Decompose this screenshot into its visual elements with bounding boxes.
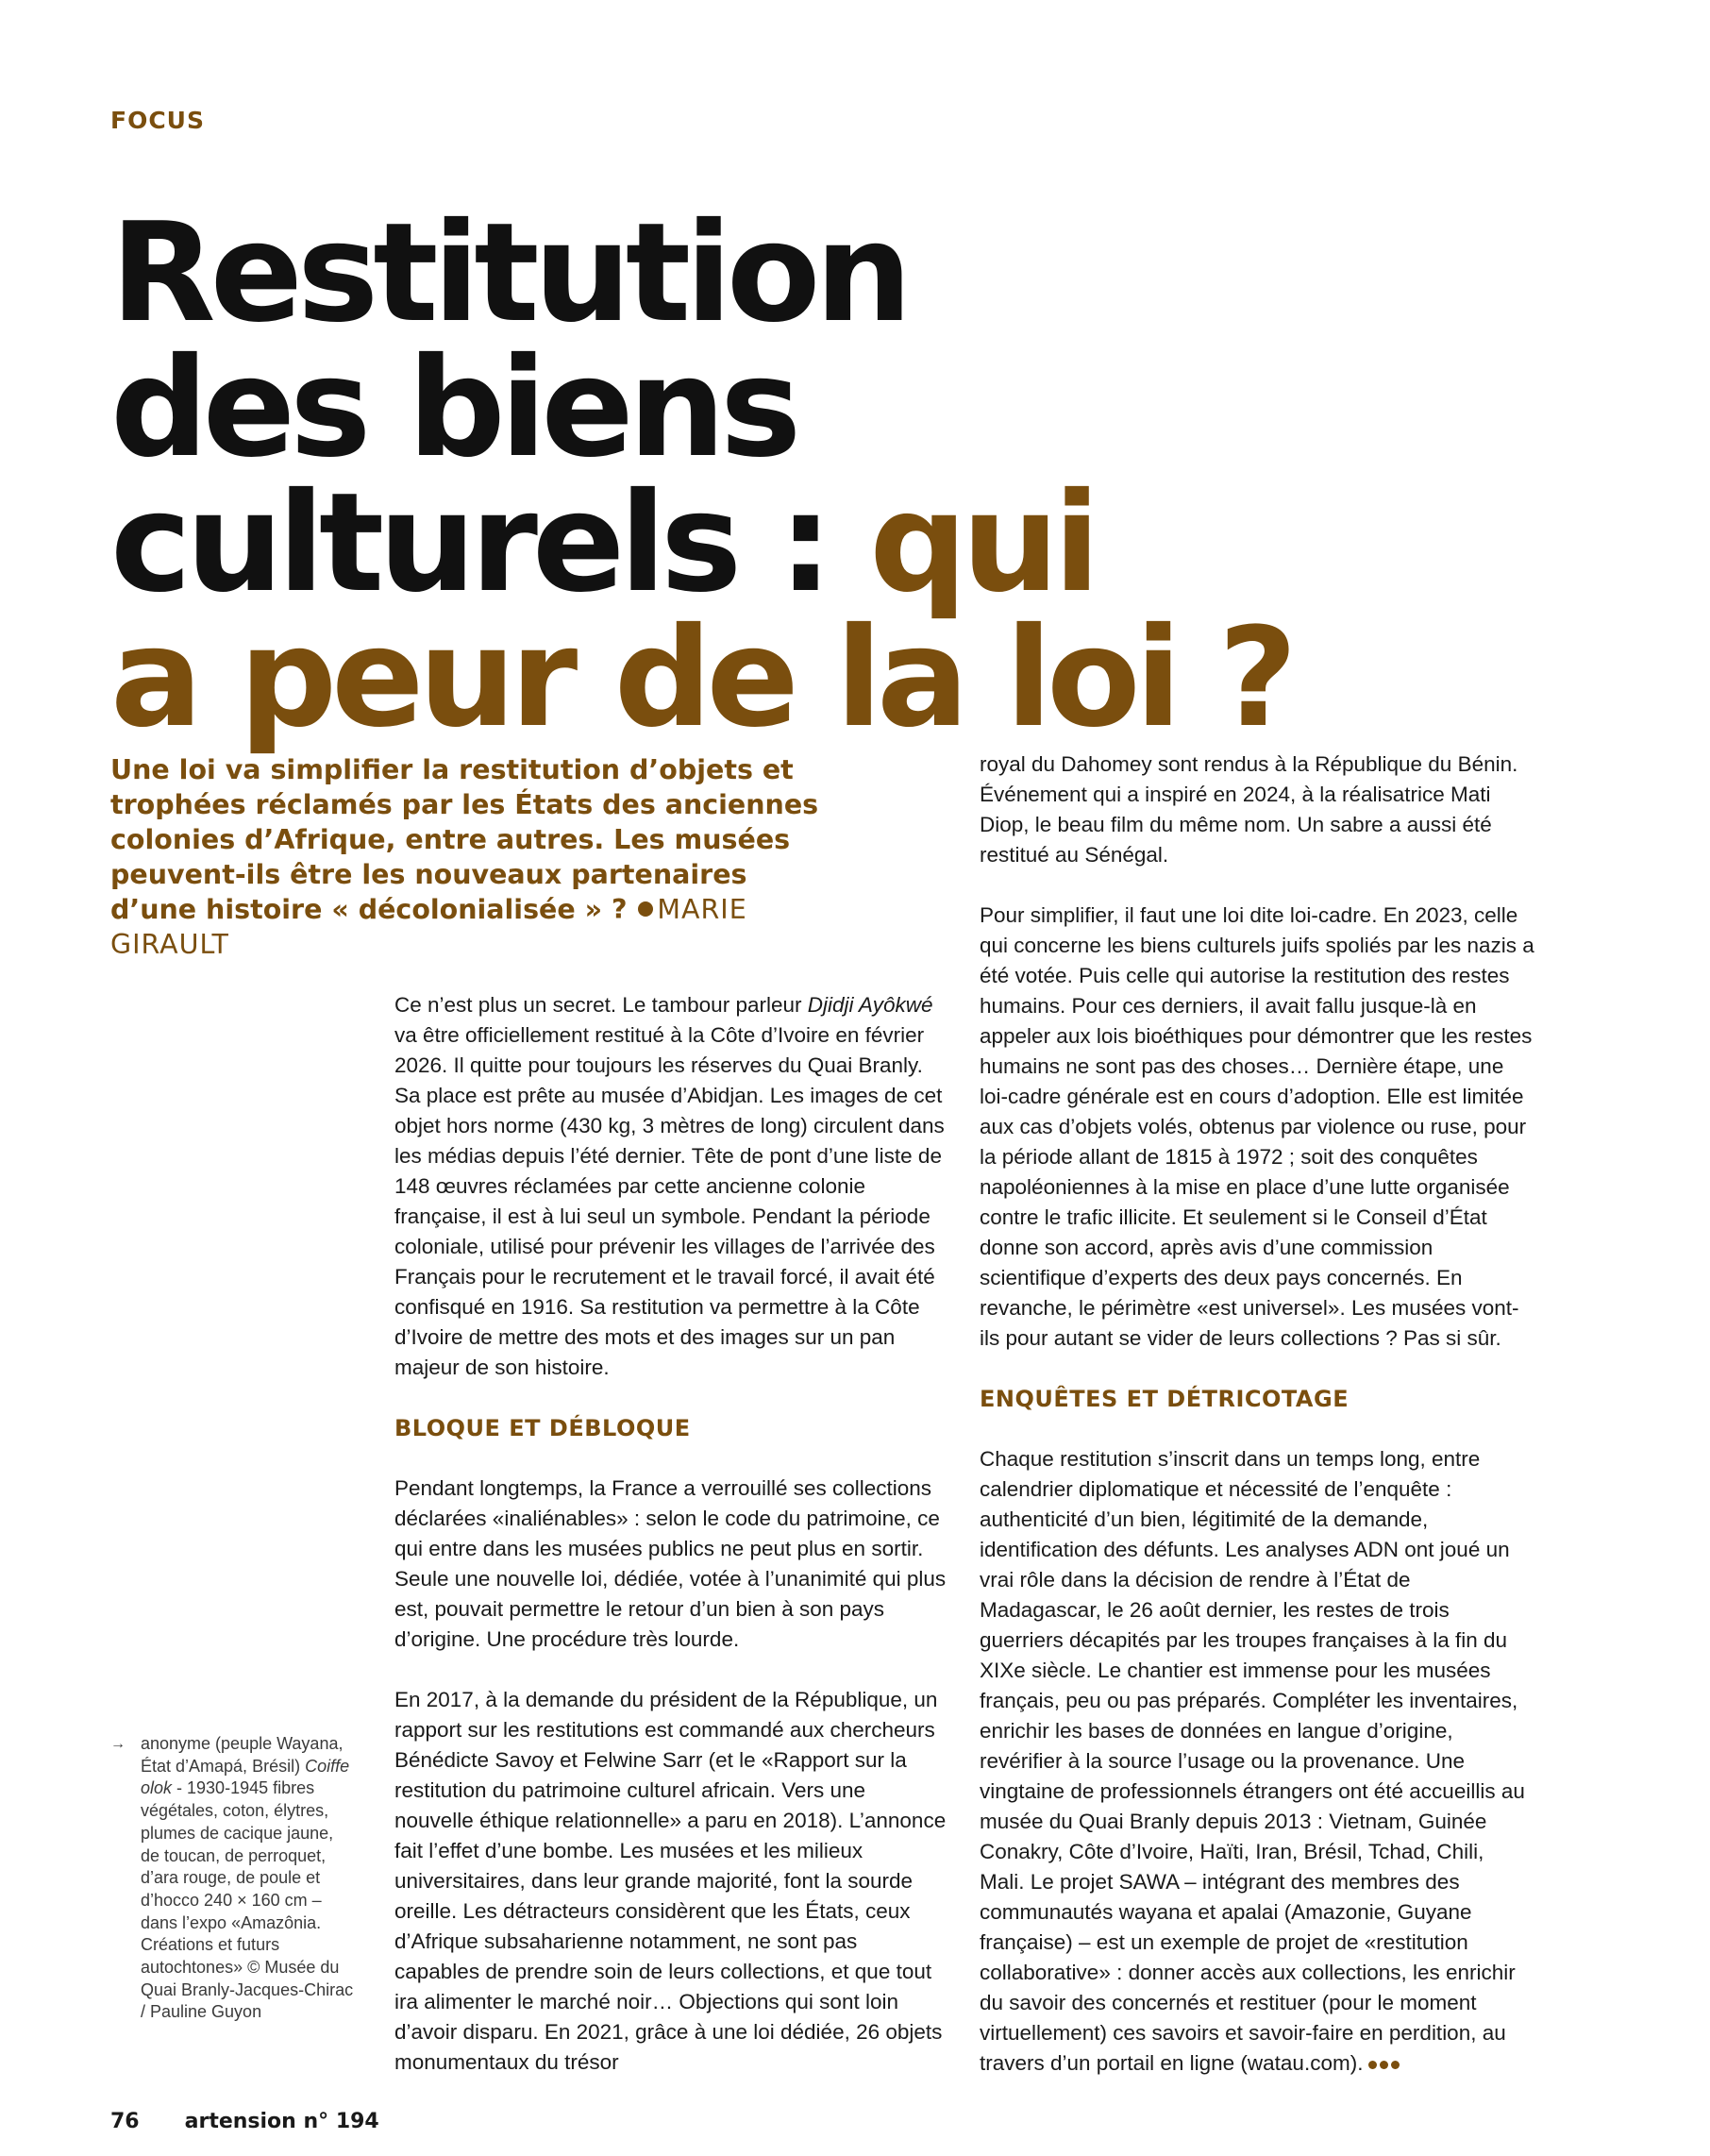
article-column-middle <box>394 990 947 2078</box>
body-paragraph: Pendant longtemps, la France a verrouillé ses collections déclarées «inaliénables» : selon le code du patrimoine, ce qui entre dans les musées publics ne peut plus en sortir. Seule une nouvelle loi, dédiée, votée à l’unanimité qui plus est, pouvait permettre le retour d’un bien à son pays d’origine. Une procédure très lourde. <box>394 1476 947 1651</box>
page-footer <box>110 2110 379 2133</box>
arrow-right-icon: → <box>110 1736 126 1752</box>
image-caption <box>110 1733 356 2024</box>
lead-text: Une loi va simplifier la restitution d’objets et trophées réclamés par les États des anciennes colonies d’Afrique, entre autres. Les musées peuvent-ils être les nouveaux partenaires d’une histoire « décolonialisée » ? <box>110 754 819 925</box>
caption-part: - 1930-1945 fibres végétales, coton, élytres, plumes de cacique jaune, de toucan, de perroquet, d’ara rouge, de poule et d’hocco 240 × 160 cm – dans l’expo «Amazônia. Créations et futurs autochtones» © Musée du Quai Branly-Jacques-Chirac / Pauline Guyon <box>141 1778 354 2022</box>
title-line-3-accent: qui <box>869 463 1095 623</box>
body-paragraph: Pour simplifier, il faut une loi dite loi-cadre. En 2023, celle qui concerne les biens culturels juifs spoliés par les nazis a été votée. Puis celle qui autorise la restitution des restes humains. Pour ces derniers, il avait fallu jusque-là en appeler aux lois bioéthiques pour démontrer que les restes humains ne sont pas des choses… Dernière étape, une loi-cadre générale est en cours d’adoption. Elle est limitée aux cas d’objets volés, obtenus par violence ou ruse, pour la période allant de 1815 à 1972 ; soit des conquêtes napoléoniennes à la mise en place d’une lutte organisée contre le trafic illicite. Et seulement si le Conseil d’État donne son accord, après avis d’une commission scientifique d’experts des deux pays concernés. En revanche, le périmètre «est universel». Les musées vont-ils pour autant se vider de leurs collections ? Pas si sûr. <box>980 903 1534 1350</box>
caption-text <box>141 1733 356 2024</box>
caption-artwork-title: Coiffe olok <box>141 1756 350 1798</box>
bullet-dot-icon <box>638 901 653 917</box>
body-text: Ce n’est plus un secret. Le tambour parleur <box>394 993 808 1017</box>
magazine-issue: artension n° 194 <box>184 2110 379 2133</box>
article-column-right <box>980 750 1534 2079</box>
section-heading: BLOQUE ET DÉBLOQUE <box>394 1415 691 1441</box>
end-of-article-icon <box>1368 2048 1402 2079</box>
caption-part: anonyme (peuple Wayana, État d’Amapá, Brésil) <box>141 1734 344 1776</box>
title-line-1: Restitution <box>110 194 907 353</box>
body-paragraph: En 2017, à la demande du président de la République, un rapport sur les restitutions est commandé aux chercheurs Bénédicte Savoy et Felwine Sarr (et le «Rapport sur la restitution du patrimoine culturel africain. Vers une nouvelle éthique relationnelle» a paru en 2018). L’annonce fait l’effet d’une bombe. Les musées et les milieux universitaires, dans leur grande majorité, font la sourde oreille. Les détracteurs considèrent que les États, ceux d’Afrique subsaharienne notamment, ne sont pas capables de prendre soin de leurs collections, et que tout ira alimenter le marché noir… Objections qui sont loin d’avoir disparu. En 2021, grâce à une loi dédiée, 26 objets monumentaux du trésor <box>394 1688 947 2074</box>
section-rubric: FOCUS <box>110 107 205 134</box>
title-line-4: a peur de la loi ? <box>110 598 1292 758</box>
body-paragraph <box>394 990 947 1383</box>
section-heading: ENQUÊTES ET DÉTRICOTAGE <box>980 1386 1350 1412</box>
title-line-2: des biens <box>110 328 796 488</box>
body-text: Chaque restitution s’inscrit dans un temps long, entre calendrier diplomatique et nécessité de l’enquête : authenticité d’un bien, légitimité de la demande, identification des défunts. Les analyses ADN ont joué un vrai rôle dans la décision de rendre à l’État de Madagascar, le 26 août dernier, les restes de trois guerriers décapités par les troupes françaises à la fin du XIXe siècle. Le chantier est immense pour les musées français, peu ou pas préparés. Compléter les inventaires, enrichir les bases de données en langue d’origine, revérifier à la source l’usage ou la provenance. Une vingtaine de professionnels étrangers ont été accueillis au musée du Quai Branly depuis 2013 : Vietnam, Guinée Conakry, Côte d’Ivoire, Haïti, Iran, Brésil, Tchad, Chili, Mali. Le projet SAWA – intégrant des membres des communautés wayana et apalai (Amazonie, Guyane française) – est un exemple de projet de «restitution collaborative» : donner accès aux collections, les enrichir du savoir des concernés et restituer (pour le moment virtuellement) ces savoirs et savoir-faire en perdition, au travers d’un portail en ligne (watau.com). <box>980 1447 1525 2075</box>
title-line-3: culturels : <box>110 463 870 623</box>
body-paragraph: royal du Dahomey sont rendus à la République du Bénin. Événement qui a inspiré en 2024, à la réalisatrice Mati Diop, le beau film du même nom. Un sabre a aussi été restitué au Sénégal. <box>980 752 1518 867</box>
page-number: 76 <box>110 2110 140 2133</box>
artwork-title: Djidji Ayôkwé <box>807 993 933 1017</box>
author-name: MARIE GIRAULT <box>110 894 747 960</box>
body-paragraph <box>980 1444 1534 2079</box>
page-title <box>110 194 1526 758</box>
body-text: va être officiellement restitué à la Côte d’Ivoire en février 2026. Il quitte pour toujours les réserves du Quai Branly. Sa place est prête au musée d’Abidjan. Les images de cet objet hors norme (430 kg, 3 mètres de long) circulent dans les médias depuis l’été dernier. Tête de pont d’une liste de 148 œuvres réclamées par cette ancienne colonie française, il est à lui seul un symbole. Pendant la période coloniale, utilisé pour prévenir les villages de l’arrivée des Français pour le recrutement et le travail forcé, il avait été confisqué en 1916. Sa restitution va permettre à la Côte d’Ivoire de mettre des mots et des images sur un pan majeur de son histoire. <box>394 1023 945 1379</box>
lead-paragraph <box>110 752 837 962</box>
